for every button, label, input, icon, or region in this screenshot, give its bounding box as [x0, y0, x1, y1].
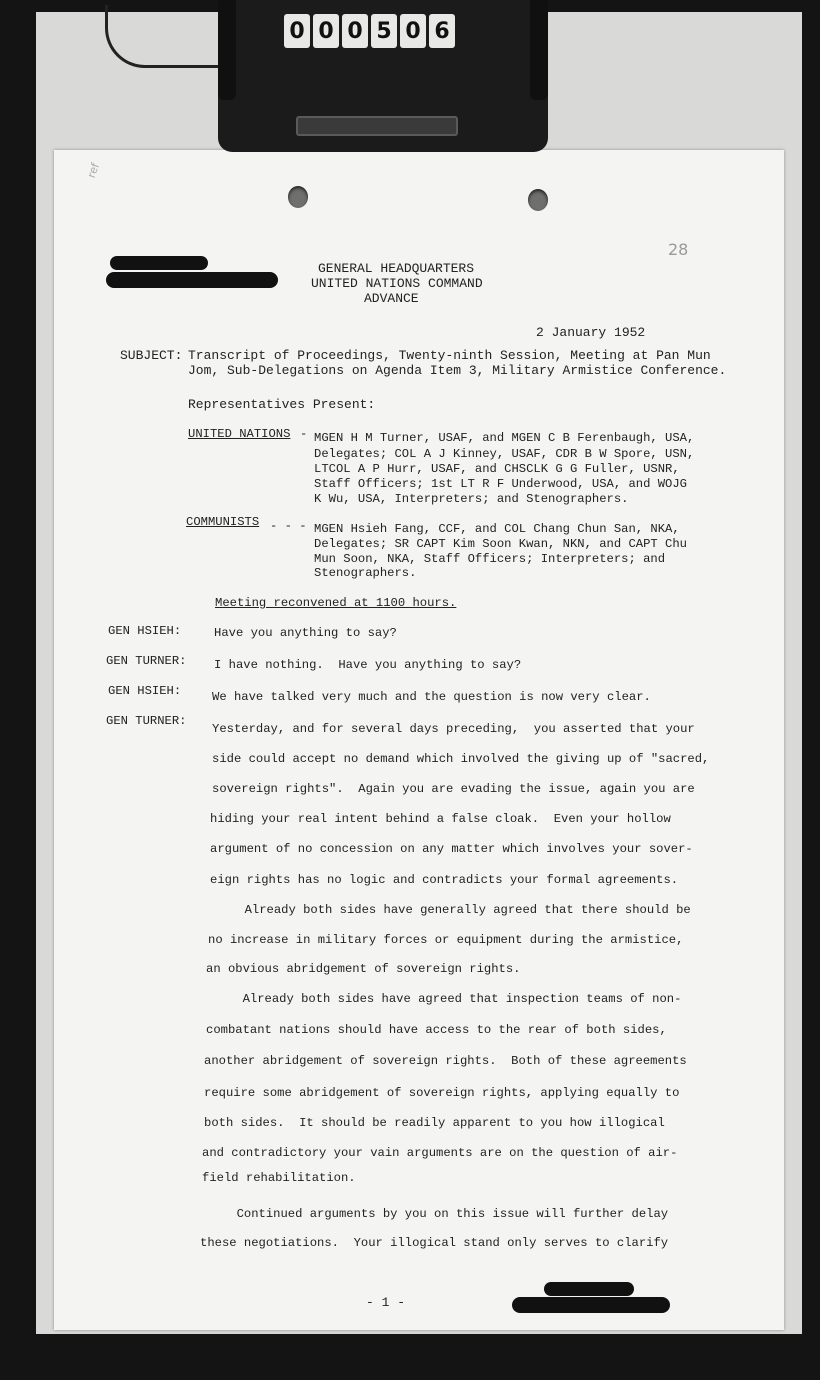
body-line: sovereign rights". Again you are evading the issue, again you are	[212, 782, 695, 796]
un-dash: -	[300, 427, 308, 441]
document-date: 2 January 1952	[536, 325, 646, 340]
counter-digit: 0	[313, 14, 339, 48]
communists-label: COMMUNISTS	[186, 515, 260, 529]
body-line: field rehabilitation.	[202, 1171, 356, 1185]
reconvened-note: Meeting reconvened at 1100 hours.	[215, 596, 457, 610]
counter-digit: 0	[342, 14, 368, 48]
folio-number: 28	[668, 240, 689, 259]
un-line: K Wu, USA, Interpreters; and Stenographers.	[314, 492, 629, 506]
redaction-mark	[106, 272, 278, 288]
body-line: another abridgement of sovereign rights. Both of these agreements	[204, 1054, 687, 1068]
speaker-label: GEN HSIEH:	[108, 684, 182, 698]
stamp-wheel-left	[218, 0, 236, 100]
speaker-label: GEN HSIEH:	[108, 624, 182, 638]
body-line: and contradictory your vain arguments are on the question of air-	[202, 1146, 678, 1160]
pencil-note: ref	[84, 161, 103, 180]
stamp-counter	[284, 14, 455, 48]
representatives-label: Representatives Present:	[188, 397, 376, 412]
counter-digit: 0	[284, 14, 310, 48]
redaction-mark	[110, 256, 208, 270]
body-line: hiding your real intent behind a false cloak. Even your hollow	[210, 812, 671, 826]
page-number: - 1 -	[366, 1295, 406, 1310]
communists-line: Mun Soon, NKA, Staff Officers; Interpreters; and	[314, 552, 666, 566]
body-line: no increase in military forces or equipment during the armistice,	[208, 933, 684, 947]
un-line: Delegates; COL A J Kinney, USAF, CDR B W Spore, USN,	[314, 447, 695, 461]
heading-line-3: ADVANCE	[364, 291, 419, 306]
body-line: require some abridgement of sovereign rights, applying equally to	[204, 1086, 680, 1100]
redaction-mark	[512, 1297, 670, 1313]
un-line: LTCOL A P Hurr, USAF, and CHSCLK G G Fuller, USNR,	[314, 462, 680, 476]
dialogue-text: Yesterday, and for several days preceding, you asserted that your	[212, 722, 695, 736]
speaker-label: GEN TURNER:	[106, 714, 187, 728]
body-line: eign rights has no logic and contradicts your formal agreements.	[210, 873, 679, 887]
heading-line-1: GENERAL HEADQUARTERS	[318, 261, 475, 276]
body-line: both sides. It should be readily apparent to you how illogical	[204, 1116, 665, 1130]
communists-dash: - - -	[270, 519, 307, 533]
body-line: an obvious abridgement of sovereign rights.	[206, 962, 521, 976]
stamp-slot	[296, 116, 458, 136]
dialogue-text: Have you anything to say?	[214, 626, 397, 640]
subject-line-2: Jom, Sub-Delegations on Agenda Item 3, Military Armistice Conference.	[188, 363, 727, 378]
counter-digit: 5	[371, 14, 397, 48]
body-line: combatant nations should have access to the rear of both sides,	[206, 1023, 667, 1037]
subject-line-1: Transcript of Proceedings, Twenty-ninth Session, Meeting at Pan Mun	[188, 348, 711, 363]
un-label: UNITED NATIONS	[188, 427, 291, 441]
body-line: Continued arguments by you on this issue will further delay	[200, 1207, 669, 1221]
speaker-label: GEN TURNER:	[106, 654, 187, 668]
redaction-mark	[544, 1282, 634, 1296]
heading-line-2: UNITED NATIONS COMMAND	[311, 276, 483, 291]
un-line: Staff Officers; 1st LT R F Underwood, USA, and WOJG	[314, 477, 687, 491]
communists-line: Stenographers.	[314, 566, 417, 580]
punch-hole	[528, 189, 548, 211]
un-line: MGEN H M Turner, USAF, and MGEN C B Ferenbaugh, USA,	[314, 431, 695, 445]
punch-hole	[288, 186, 308, 208]
stamp-wheel-right	[530, 0, 548, 100]
body-line: these negotiations. Your illogical stand only serves to clarify	[200, 1236, 669, 1250]
dialogue-text: I have nothing. Have you anything to say?	[214, 658, 522, 672]
body-line: side could accept no demand which involved the giving up of "sacred,	[212, 752, 710, 766]
dialogue-text: We have talked very much and the question is now very clear.	[212, 690, 651, 704]
body-line: argument of no concession on any matter which involves your sover-	[210, 842, 693, 856]
body-line: Already both sides have agreed that inspection teams of non-	[206, 992, 682, 1006]
body-line: Already both sides have generally agreed that there should be	[208, 903, 691, 917]
subject-label: SUBJECT:	[120, 348, 183, 363]
counter-digit: 0	[400, 14, 426, 48]
communists-line: Delegates; SR CAPT Kim Soon Kwan, NKN, and CAPT Chu	[314, 537, 687, 551]
communists-line: MGEN Hsieh Fang, CCF, and COL Chang Chun San, NKA,	[314, 522, 680, 536]
counter-digit: 6	[429, 14, 455, 48]
